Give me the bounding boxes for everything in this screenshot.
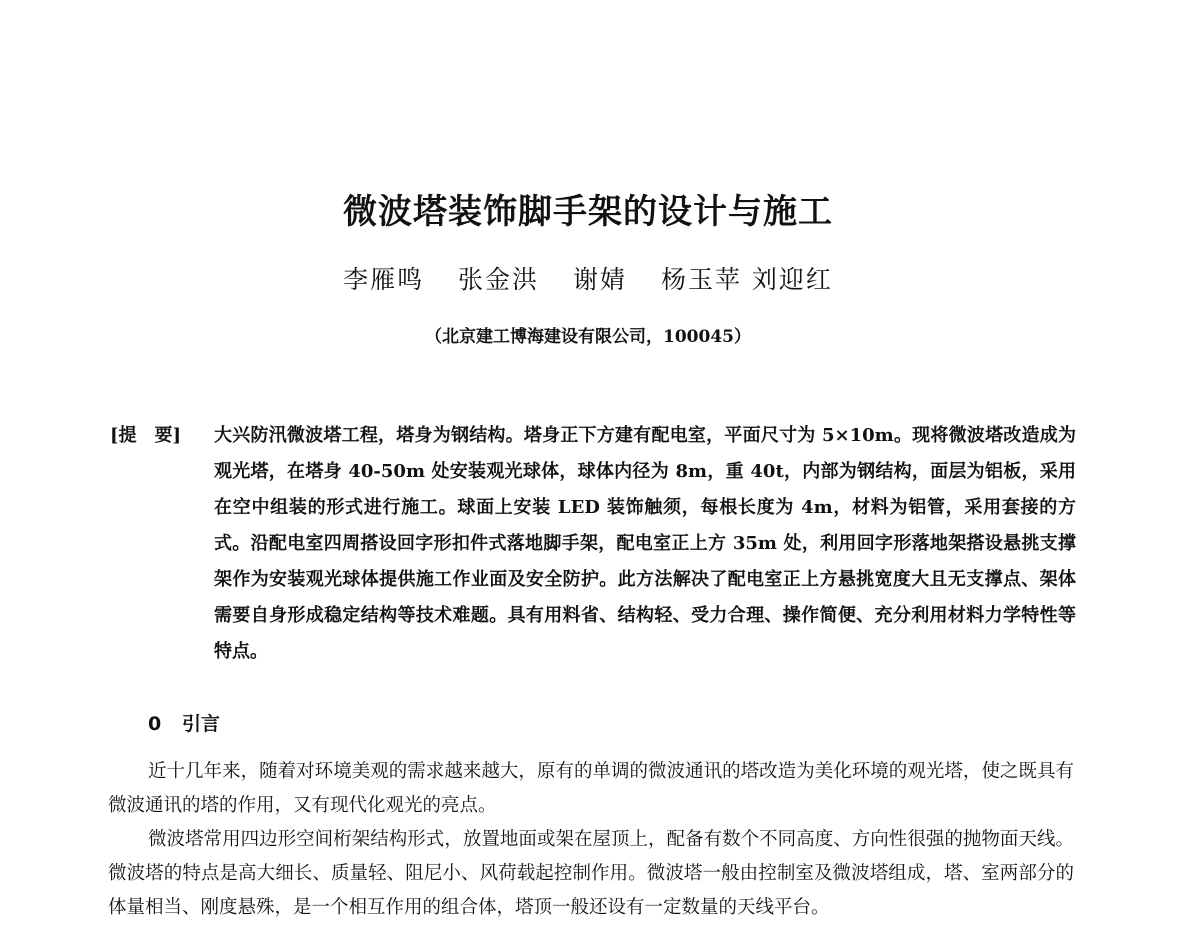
author-name: 张金洪 [458, 265, 540, 294]
author-name: 李雁鸣 [343, 265, 425, 294]
abstract-label: [提 要] [110, 425, 182, 446]
section-heading [148, 708, 220, 740]
author-affiliation: （北京建工博海建设有限公司，100045） [425, 327, 751, 347]
abstract-text: 大兴防汛微波塔工程，塔身为钢结构。塔身正下方建有配电室，平面尺寸为 5×10m。现将微波塔改造成为观光塔，在塔身 40-50m 处安装观光球体，球体内径为 8m，重 40t，内部为钢结构，面层为铝板，采用在空中组装的形式进行施工。球面上安装 LED 装饰触须，每根长度为 4m，材料为铝管，采用套接的方式。沿配电室四周搭设回字形扣件式落地脚手架，配电室正上方 35m 处，利用回字形落地架搭设悬挑支撑架作为安装观光球体提供施工作业面及安全防护。此方法解决了配电室正上方悬挑宽度大且无支撑点、架体需要自身形成稳定结构等技术难题。具有用料省、结构轻、受力合理、操作简便、充分利用材料力学特性等特点。 [214, 425, 1076, 662]
section-number: 0 [148, 713, 162, 735]
author-name: 谢婧 [573, 265, 628, 294]
body-paragraph: 近十几年来，随着对环境美观的需求越来越大，原有的单调的微波通讯的塔改造为美化环境的观光塔，使之既具有微波通讯的塔的作用，又有现代化观光的亮点。 [108, 761, 1074, 816]
paper-title: 微波塔装饰脚手架的设计与施工 [343, 192, 833, 232]
section-title: 引言 [182, 713, 221, 735]
author-list [0, 262, 1176, 298]
author-name: 杨玉苹 刘迎红 [660, 265, 833, 294]
abstract-block [110, 418, 1076, 670]
body-text [108, 755, 1074, 925]
body-paragraph: 微波塔常用四边形空间桁架结构形式，放置地面或架在屋顶上，配备有数个不同高度、方向性很强的抛物面天线。微波塔的特点是高大细长、质量轻、阻尼小、风荷载起控制作用。微波塔一般由控制室及微波塔组成，塔、室两部分的体量相当、刚度悬殊，是一个相互作用的组合体，塔顶一般还设有一定数量的天线平台。 [108, 829, 1074, 918]
